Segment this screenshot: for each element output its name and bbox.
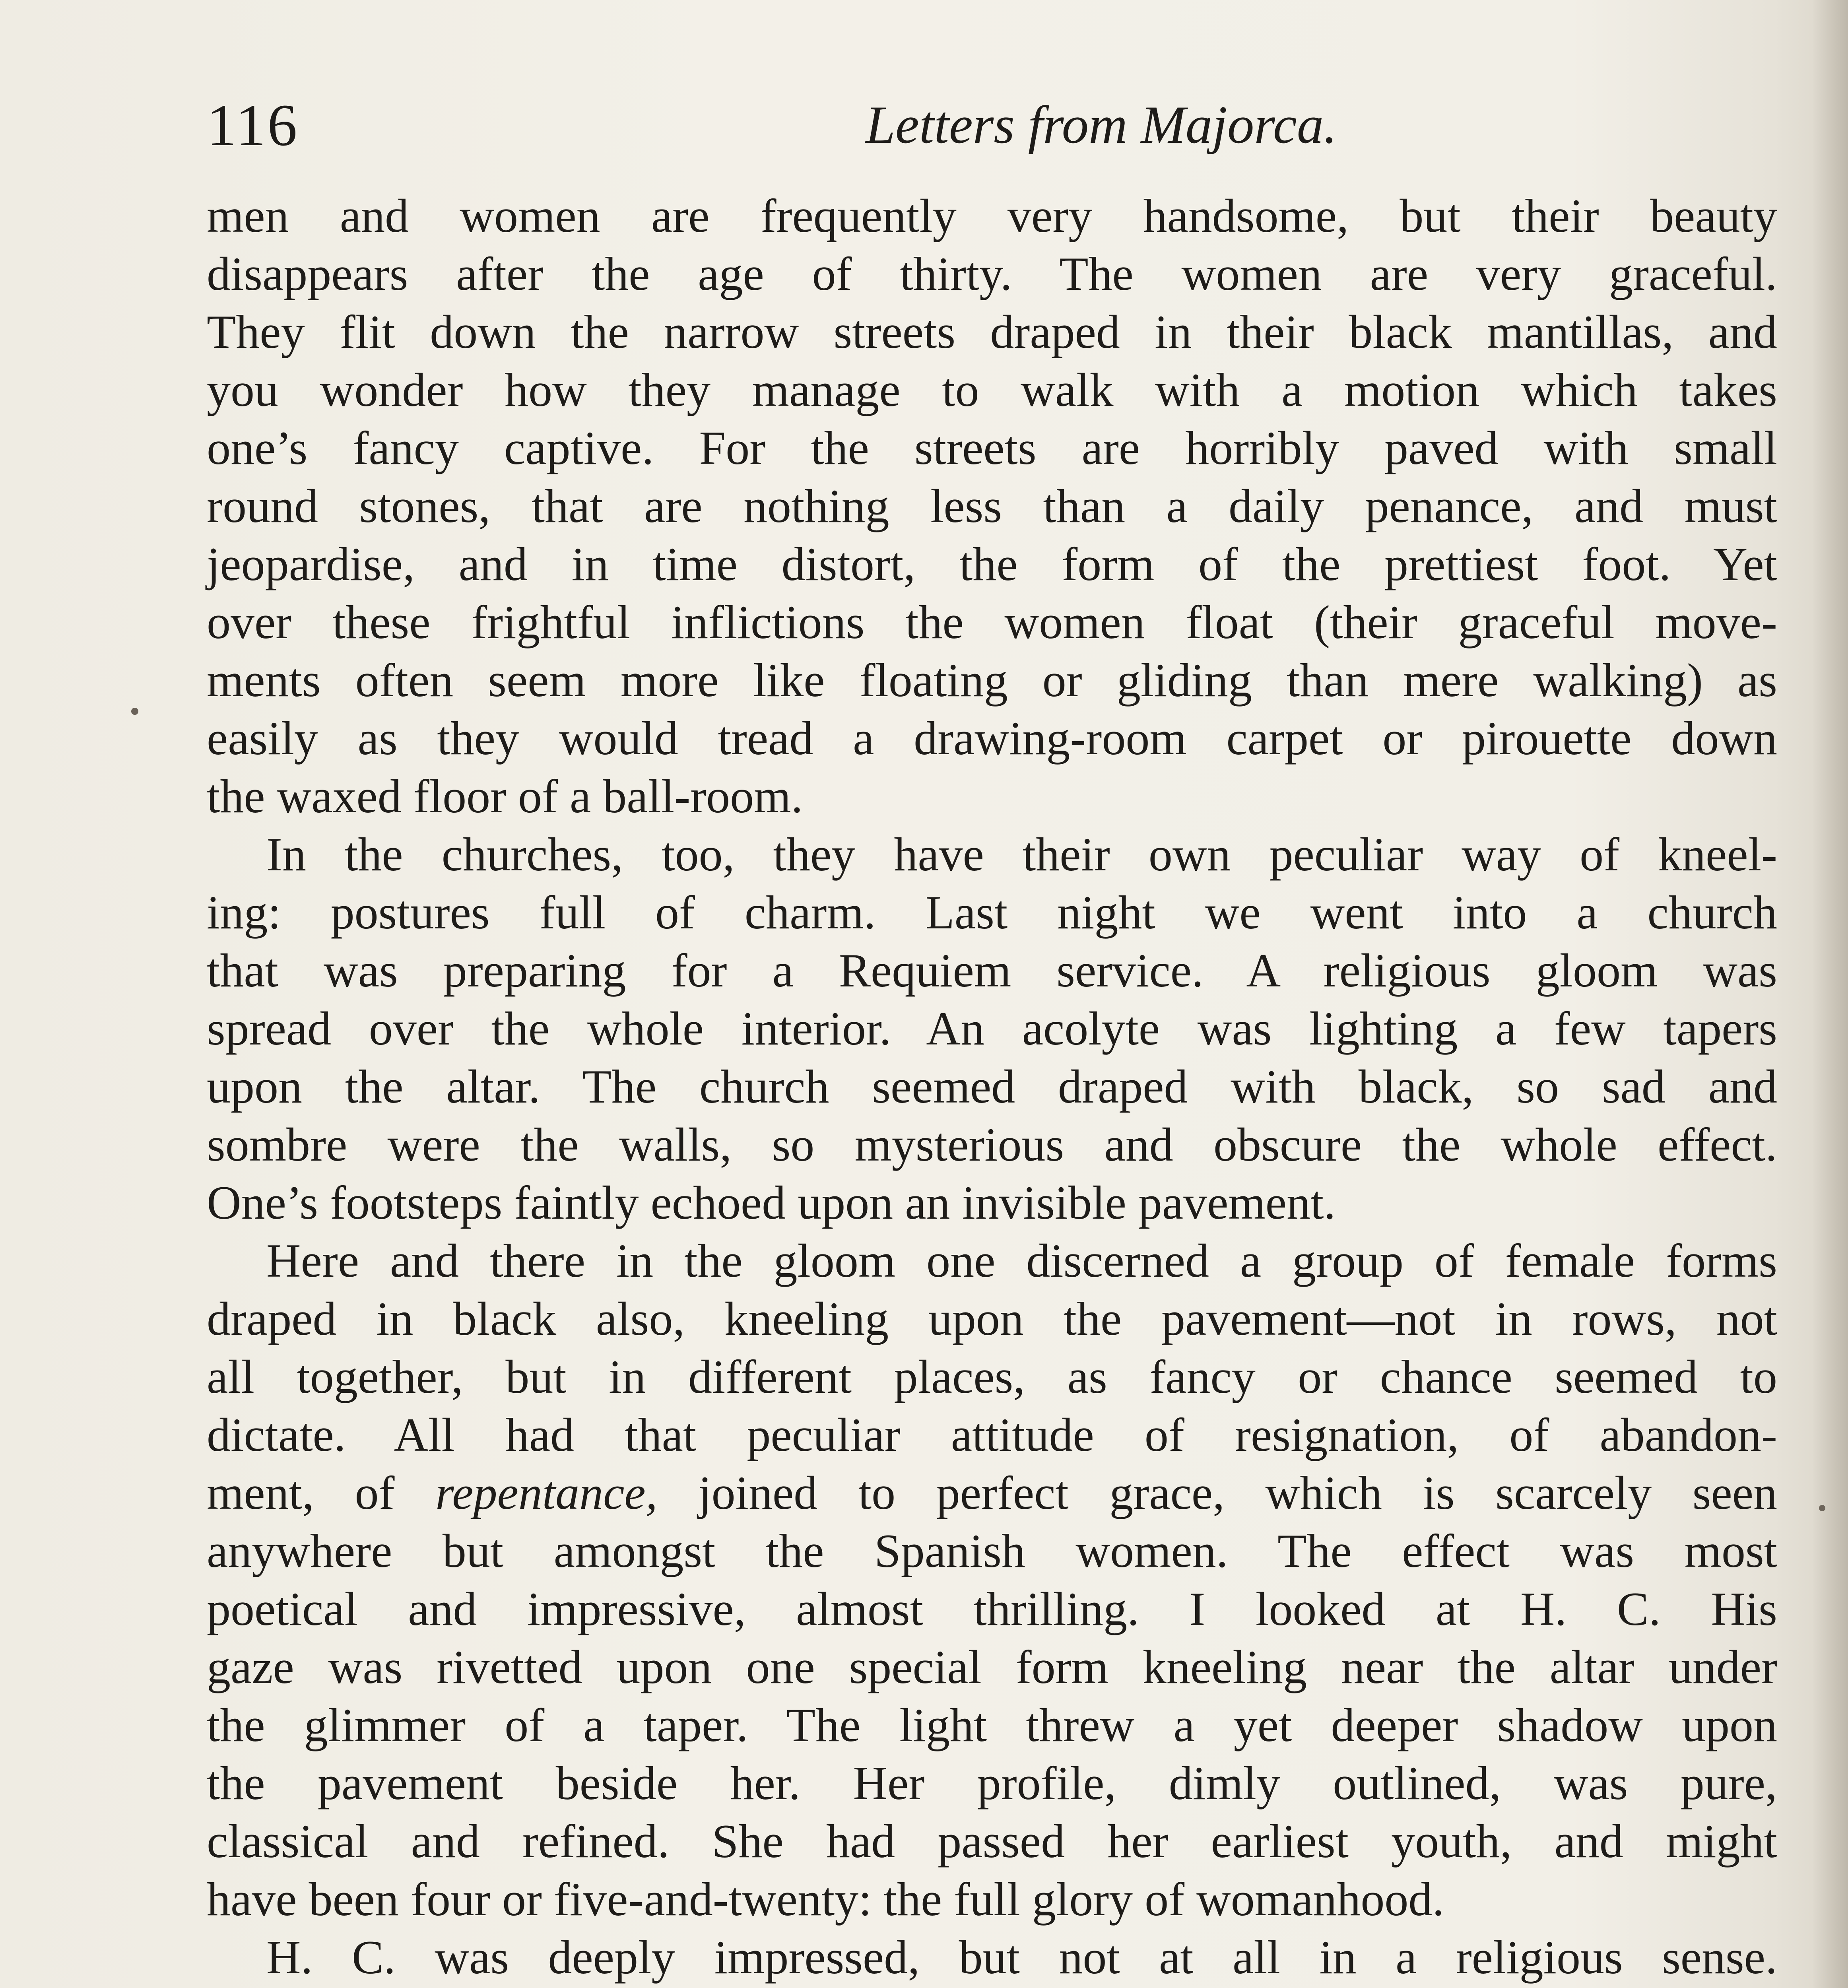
text-line: have been four or five-and-twenty: the full glory of womanhood. bbox=[207, 1873, 1444, 1926]
text-line: ing: postures full of charm. Last night we went into a church bbox=[207, 886, 1777, 939]
page-body bbox=[207, 187, 1777, 1988]
text-line: spread over the whole interior. An acolyte was lighting a few tapers bbox=[207, 1002, 1777, 1055]
paragraph-3 bbox=[207, 1232, 1777, 1928]
text-line: In the churches, too, they have their own peculiar way of kneel- bbox=[266, 828, 1777, 881]
text-line: anywhere but amongst the Spanish women. The effect was most bbox=[207, 1524, 1777, 1577]
italic-word: repentance, bbox=[435, 1466, 658, 1519]
text-line: disappears after the age of thirty. The women are very graceful. bbox=[207, 247, 1777, 300]
paragraph-1 bbox=[207, 187, 1777, 825]
text-line: the pavement beside her. Her profile, dimly outlined, was pure, bbox=[207, 1757, 1777, 1809]
text-line: the waxed floor of a ball-room. bbox=[207, 770, 803, 823]
text-line: upon the altar. The church seemed draped with black, so sad and bbox=[207, 1060, 1777, 1113]
text-line: They flit down the narrow streets draped in their black mantillas, and bbox=[207, 305, 1777, 358]
text-line: draped in black also, kneeling upon the pavement—not in rows, not bbox=[207, 1292, 1777, 1345]
text-line: jeopardise, and in time distort, the form of the prettiest foot. Yet bbox=[207, 538, 1777, 590]
text-line: classical and refined. She had passed her earliest youth, and might bbox=[207, 1815, 1777, 1868]
text-line: men and women are frequently very handsome, but their beauty bbox=[207, 189, 1777, 242]
text-line: Here and there in the gloom one discerned a group of female forms bbox=[266, 1234, 1777, 1287]
page-number: 116 bbox=[207, 92, 299, 158]
text-line: easily as they would tread a drawing-room carpet or pirouette down bbox=[207, 712, 1777, 765]
paragraph-4 bbox=[207, 1928, 1777, 1988]
text-line: dictate. All had that peculiar attitude of resignation, of abandon- bbox=[207, 1408, 1777, 1461]
text-fragment: joined to perfect grace, which is scarcely seen bbox=[657, 1466, 1777, 1519]
text-line: over these frightful inflictions the women float (their graceful move- bbox=[207, 596, 1777, 648]
paper-speck bbox=[131, 708, 138, 715]
running-title: Letters from Majorca. bbox=[865, 95, 1337, 155]
page-edge-shadow bbox=[1812, 0, 1848, 1988]
text-line: that was preparing for a Requiem service. A religious gloom was bbox=[207, 944, 1777, 997]
text-line: the glimmer of a taper. The light threw a yet deeper shadow upon bbox=[207, 1699, 1777, 1751]
text-line: round stones, that are nothing less than a daily penance, and must bbox=[207, 480, 1777, 532]
text-line: H. C. was deeply impressed, but not at all in a religious sense. bbox=[266, 1931, 1777, 1984]
text-line-with-italic bbox=[207, 1464, 1777, 1522]
text-line: poetical and impressive, almost thrilling. I looked at H. C. His bbox=[207, 1582, 1777, 1635]
page-header bbox=[207, 85, 1710, 165]
text-line: One’s footsteps faintly echoed upon an invisible pavement. bbox=[207, 1176, 1336, 1229]
paragraph-2 bbox=[207, 825, 1777, 1232]
text-line bbox=[207, 1986, 1777, 1988]
text-line: all together, but in different places, as fancy or chance seemed to bbox=[207, 1350, 1777, 1403]
text-line: you wonder how they manage to walk with a motion which takes bbox=[207, 363, 1777, 416]
text-fragment: ment, of bbox=[207, 1466, 436, 1519]
text-line: gaze was rivetted upon one special form kneeling near the altar under bbox=[207, 1640, 1777, 1693]
text-line: ments often seem more like floating or gliding than mere walking) as bbox=[207, 654, 1777, 707]
text-line: one’s fancy captive. For the streets are horribly paved with small bbox=[207, 421, 1777, 474]
text-line: sombre were the walls, so mysterious and obscure the whole effect. bbox=[207, 1118, 1777, 1171]
